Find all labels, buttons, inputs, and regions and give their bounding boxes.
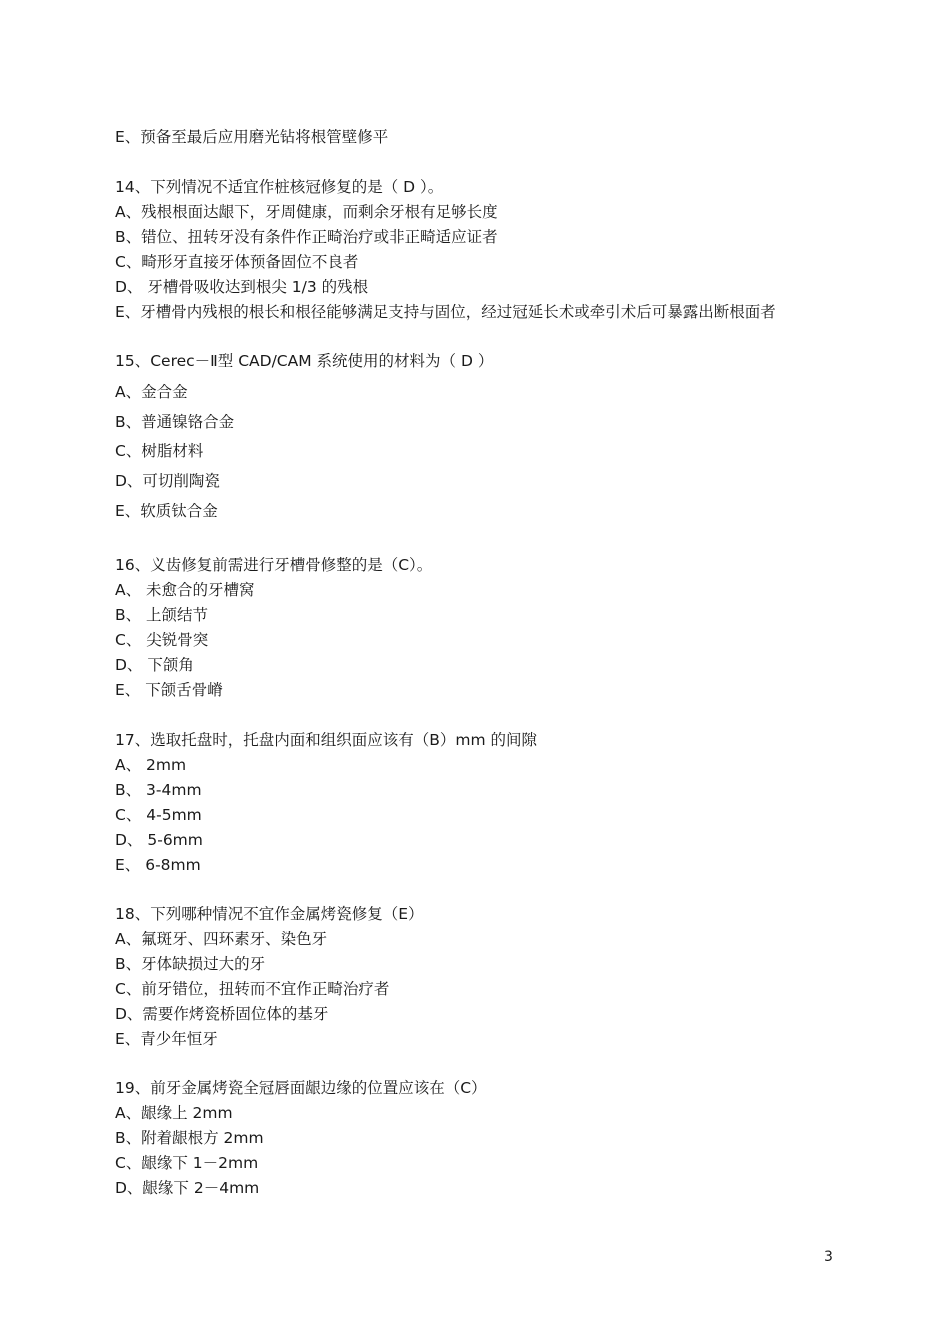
option-14a: A、残根根面达龈下，牙周健康，而剩余牙根有足够长度 xyxy=(115,203,498,221)
option-15d: D、可切削陶瓷 xyxy=(115,472,220,490)
page-number: 3 xyxy=(824,1249,833,1265)
option-16a: A、 未愈合的牙槽窝 xyxy=(115,581,255,599)
option-19a: A、龈缘上 2mm xyxy=(115,1104,233,1122)
option-18d: D、需要作烤瓷桥固位体的基牙 xyxy=(115,1005,329,1023)
option-19d: D、龈缘下 2－4mm xyxy=(115,1179,260,1197)
question-16: 16、义齿修复前需进行牙槽骨修整的是（C）。 xyxy=(115,556,433,574)
option-17a: A、 2mm xyxy=(115,756,187,774)
option-16e: E、 下颌舌骨嵴 xyxy=(115,681,223,699)
option-15a: A、金合金 xyxy=(115,383,188,401)
option-13e: E、预备至最后应用磨光钻将根管壁修平 xyxy=(115,128,389,146)
option-19c: C、龈缘下 1－2mm xyxy=(115,1154,259,1172)
question-17: 17、选取托盘时，托盘内面和组织面应该有（B）mm 的间隙 xyxy=(115,731,537,749)
option-14b: B、错位、扭转牙没有条件作正畸治疗或非正畸适应证者 xyxy=(115,228,498,246)
option-15c: C、树脂材料 xyxy=(115,442,204,460)
question-14: 14、下列情况不适宜作桩核冠修复的是（ D ）。 xyxy=(115,178,444,196)
option-17e: E、 6-8mm xyxy=(115,856,201,874)
question-19: 19、前牙金属烤瓷全冠唇面龈边缘的位置应该在（C） xyxy=(115,1079,487,1097)
option-14e: E、牙槽骨内残根的根长和根径能够满足支持与固位，经过冠延长术或牵引术后可暴露出断根面者 xyxy=(115,303,776,321)
option-15e: E、软质钛合金 xyxy=(115,502,218,520)
option-16b: B、 上颌结节 xyxy=(115,606,209,624)
option-17c: C、 4-5mm xyxy=(115,806,202,824)
option-15b: B、普通镍铬合金 xyxy=(115,413,235,431)
option-19b: B、附着龈根方 2mm xyxy=(115,1129,264,1147)
question-15: 15、Cerec－Ⅱ型 CAD/CAM 系统使用的材料为（ D ） xyxy=(115,352,494,370)
option-18a: A、氟斑牙、四环素牙、染色牙 xyxy=(115,930,328,948)
option-16d: D、 下颌角 xyxy=(115,656,194,674)
option-18c: C、前牙错位，扭转而不宜作正畸治疗者 xyxy=(115,980,390,998)
option-14d: D、 牙槽骨吸收达到根尖 1/3 的残根 xyxy=(115,278,369,296)
option-17d: D、 5-6mm xyxy=(115,831,203,849)
option-14c: C、畸形牙直接牙体预备固位不良者 xyxy=(115,253,359,271)
option-18e: E、青少年恒牙 xyxy=(115,1030,218,1048)
option-18b: B、牙体缺损过大的牙 xyxy=(115,955,266,973)
question-18: 18、下列哪种情况不宜作金属烤瓷修复（E） xyxy=(115,905,424,923)
option-16c: C、 尖锐骨突 xyxy=(115,631,209,649)
option-17b: B、 3-4mm xyxy=(115,781,202,799)
